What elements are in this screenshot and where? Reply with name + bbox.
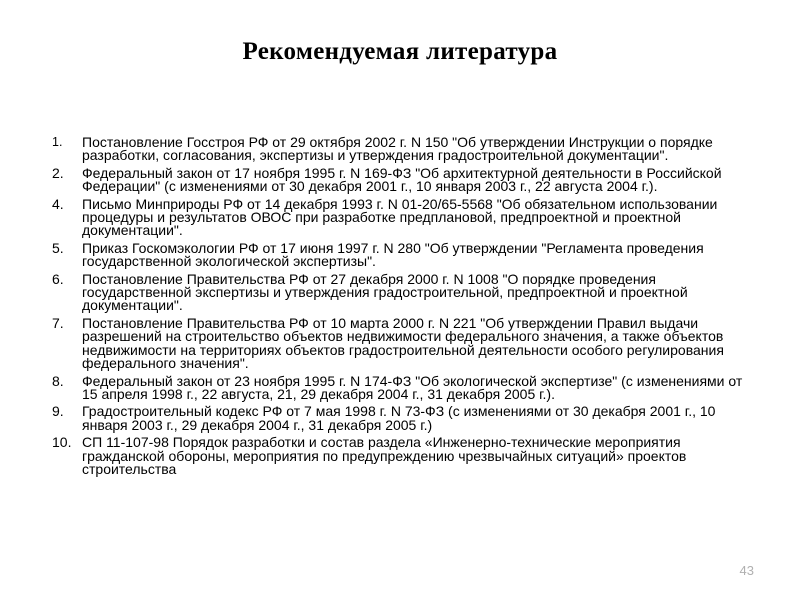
reference-text: Приказ Госкомэкологии РФ от 17 июня 1997 г. N 280 "Об утверждении "Регламента проведения государственной экологической экспертизы". <box>82 239 704 270</box>
slide-title: Рекомендуемая литература <box>242 38 558 65</box>
reference-text: СП 11-107-98 Порядок разработки и состав раздела «Инженерно-технические мероприятия гражданской обороны, мероприятия по предупреждению чрезвычайных ситуаций» проектов строительства <box>82 434 687 477</box>
reference-number: 4. <box>52 195 64 212</box>
reference-number: 2. <box>52 164 64 181</box>
reference-item <box>52 270 752 314</box>
reference-item <box>52 372 752 402</box>
reference-text: Постановление Правительства РФ от 27 декабря 2000 г. N 1008 "О порядке проведения государственной экспертизы и утверждения градостроительной, предпроектной и проектной документации". <box>82 270 688 314</box>
reference-text: Постановление Госстроя РФ от 29 октября 2002 г. N 150 "Об утверждении Инструкции о порядке разработки, согласования, экспертизы и утверждения градостроительной документации". <box>82 134 713 164</box>
reference-text: Федеральный закон от 23 ноября 1995 г. N 174-ФЗ "Об экологической экспертизе" (с изменениями от 15 апреля 1998 г., 22 августа, 21, 29 декабря 2004 г., 31 декабря 2005 г.). <box>82 372 743 402</box>
reference-item <box>52 195 752 239</box>
reference-number: 6. <box>52 270 64 287</box>
reference-number: 8. <box>52 372 64 389</box>
reference-item <box>52 239 752 270</box>
reference-list <box>52 136 752 480</box>
reference-item <box>52 136 752 163</box>
reference-text: Федеральный закон от 17 ноября 1995 г. N 169-ФЗ "Об архитектурной деятельности в Российской Федерации" (с изменениями от 30 декабря 2001 г., 10 января 2003 г., 22 августа 2004 г.). <box>82 164 722 195</box>
reference-number: 1. <box>52 135 63 149</box>
reference-text: Письмо Минприроды РФ от 14 декабря 1993 г. N 01-20/65-5568 "Об обязательном использовании процедуры и результатов ОВОС при разработке предплановой, предпроектной и проектной документации". <box>82 195 718 239</box>
reference-number: 7. <box>52 314 64 331</box>
reference-item <box>52 164 752 195</box>
reference-item <box>52 314 752 372</box>
reference-item <box>52 405 752 432</box>
reference-item <box>52 436 752 476</box>
reference-text: Постановление Правительства РФ от 10 марта 2000 г. N 221 "Об утверждении Правил выдачи разрешений на строительство объектов недвижимости федерального значения, а также объектов недвижимости на территориях объектов градостроительной деятельности особого регулирования федерального значения". <box>82 314 724 372</box>
reference-number: 9. <box>52 403 64 420</box>
reference-number: 10. <box>52 434 72 451</box>
reference-text: Градостроительный кодекс РФ от 7 мая 1998 г. N 73-ФЗ (с изменениями от 30 декабря 2001 г., 10 января 2003 г., 29 декабря 2004 г., 31 декабря 2005 г.) <box>82 403 716 433</box>
reference-number: 5. <box>52 239 64 256</box>
page-number: 43 <box>739 563 754 578</box>
